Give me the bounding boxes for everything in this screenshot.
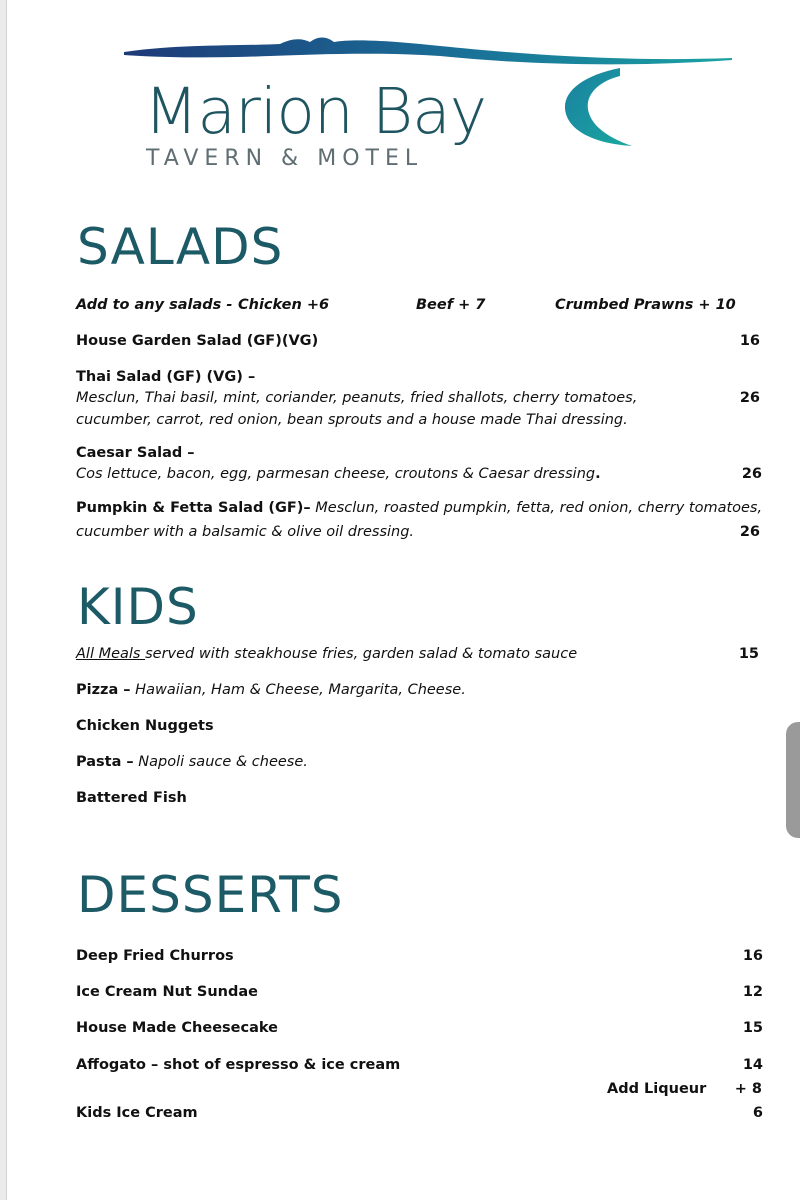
desserts-heading: DESSERTS <box>77 866 344 924</box>
kids-meal-note <box>76 643 577 665</box>
menu-item-name: Chicken Nuggets <box>76 718 214 734</box>
brand-name: Marion Bay <box>144 75 487 148</box>
menu-item-description: cucumber with a balsamic & olive oil dressing. <box>76 524 415 540</box>
menu-item-name: Deep Fried Churros <box>76 948 234 964</box>
addon-beef: Beef + 7 <box>416 297 486 313</box>
menu-item-description: Mesclun, roasted pumpkin, fetta, red onion, cherry tomatoes, <box>310 500 763 516</box>
menu-item-price: 16 <box>739 333 760 349</box>
menu-item-description: Mesclun, Thai basil, mint, coriander, peanuts, fried shallots, cherry tomatoes, <box>76 390 638 406</box>
salad-addons-label: Add to any salads - <box>76 297 233 313</box>
menu-item-name: Pumpkin & Fetta Salad (GF)– <box>76 500 311 516</box>
brand-subtitle: TAVERN & MOTEL <box>146 146 424 171</box>
menu-item <box>76 751 308 773</box>
addon-chicken: Chicken +6 <box>238 297 330 313</box>
menu-item-name: Caesar Salad – <box>76 445 195 461</box>
menu-item-name: Battered Fish <box>76 790 187 806</box>
brand-logo <box>120 28 740 178</box>
menu-item-name: Pizza – <box>76 682 131 698</box>
kids-meal-price: 15 <box>738 646 759 662</box>
note-text: served with steakhouse fries, garden salad & tomato sauce <box>145 646 578 662</box>
menu-item-price: 15 <box>742 1020 763 1036</box>
menu-item-name: Kids Ice Cream <box>76 1105 198 1121</box>
menu-item-name: Ice Cream Nut Sundae <box>76 984 258 1000</box>
salads-heading: SALADS <box>77 218 284 276</box>
menu-item-price: 16 <box>742 948 763 964</box>
menu-item-name: House Garden Salad (GF)(VG) <box>76 333 319 349</box>
menu-item-price: 26 <box>741 466 762 482</box>
description-text: Cos lettuce, bacon, egg, parmesan cheese, croutons & Caesar dressing <box>76 466 596 482</box>
add-liqueur-price: + 8 <box>734 1081 762 1097</box>
menu-item-price: 6 <box>752 1105 763 1121</box>
menu-item-description: Napoli sauce & cheese. <box>133 754 308 770</box>
menu-item-price: 26 <box>739 390 760 406</box>
description-end: . <box>595 466 601 482</box>
menu-item-name: Pasta – <box>76 754 134 770</box>
menu-item-description: Hawaiian, Ham & Cheese, Margarita, Cheese. <box>130 682 466 698</box>
addon-prawns: Crumbed Prawns + 10 <box>555 297 736 313</box>
menu-item-description <box>76 463 601 485</box>
menu-item-name: Thai Salad (GF) (VG) – <box>76 369 256 385</box>
note-emphasis: All Meals <box>76 646 146 662</box>
menu-item-price: 12 <box>742 984 763 1000</box>
add-liqueur-label: Add Liqueur <box>607 1081 707 1097</box>
page-left-border <box>6 0 7 1200</box>
menu-item-name: House Made Cheesecake <box>76 1020 278 1036</box>
menu-item-description: cucumber, carrot, red onion, bean sprouts and a house made Thai dressing. <box>76 412 628 428</box>
menu-item <box>76 679 466 701</box>
menu-item-name: Affogato – shot of espresso & ice cream <box>76 1057 401 1073</box>
menu-item <box>76 497 762 519</box>
menu-item-price: 14 <box>742 1057 763 1073</box>
menu-item-price: 26 <box>739 524 760 540</box>
kids-heading: KIDS <box>77 578 199 636</box>
scroll-handle[interactable] <box>786 722 800 838</box>
